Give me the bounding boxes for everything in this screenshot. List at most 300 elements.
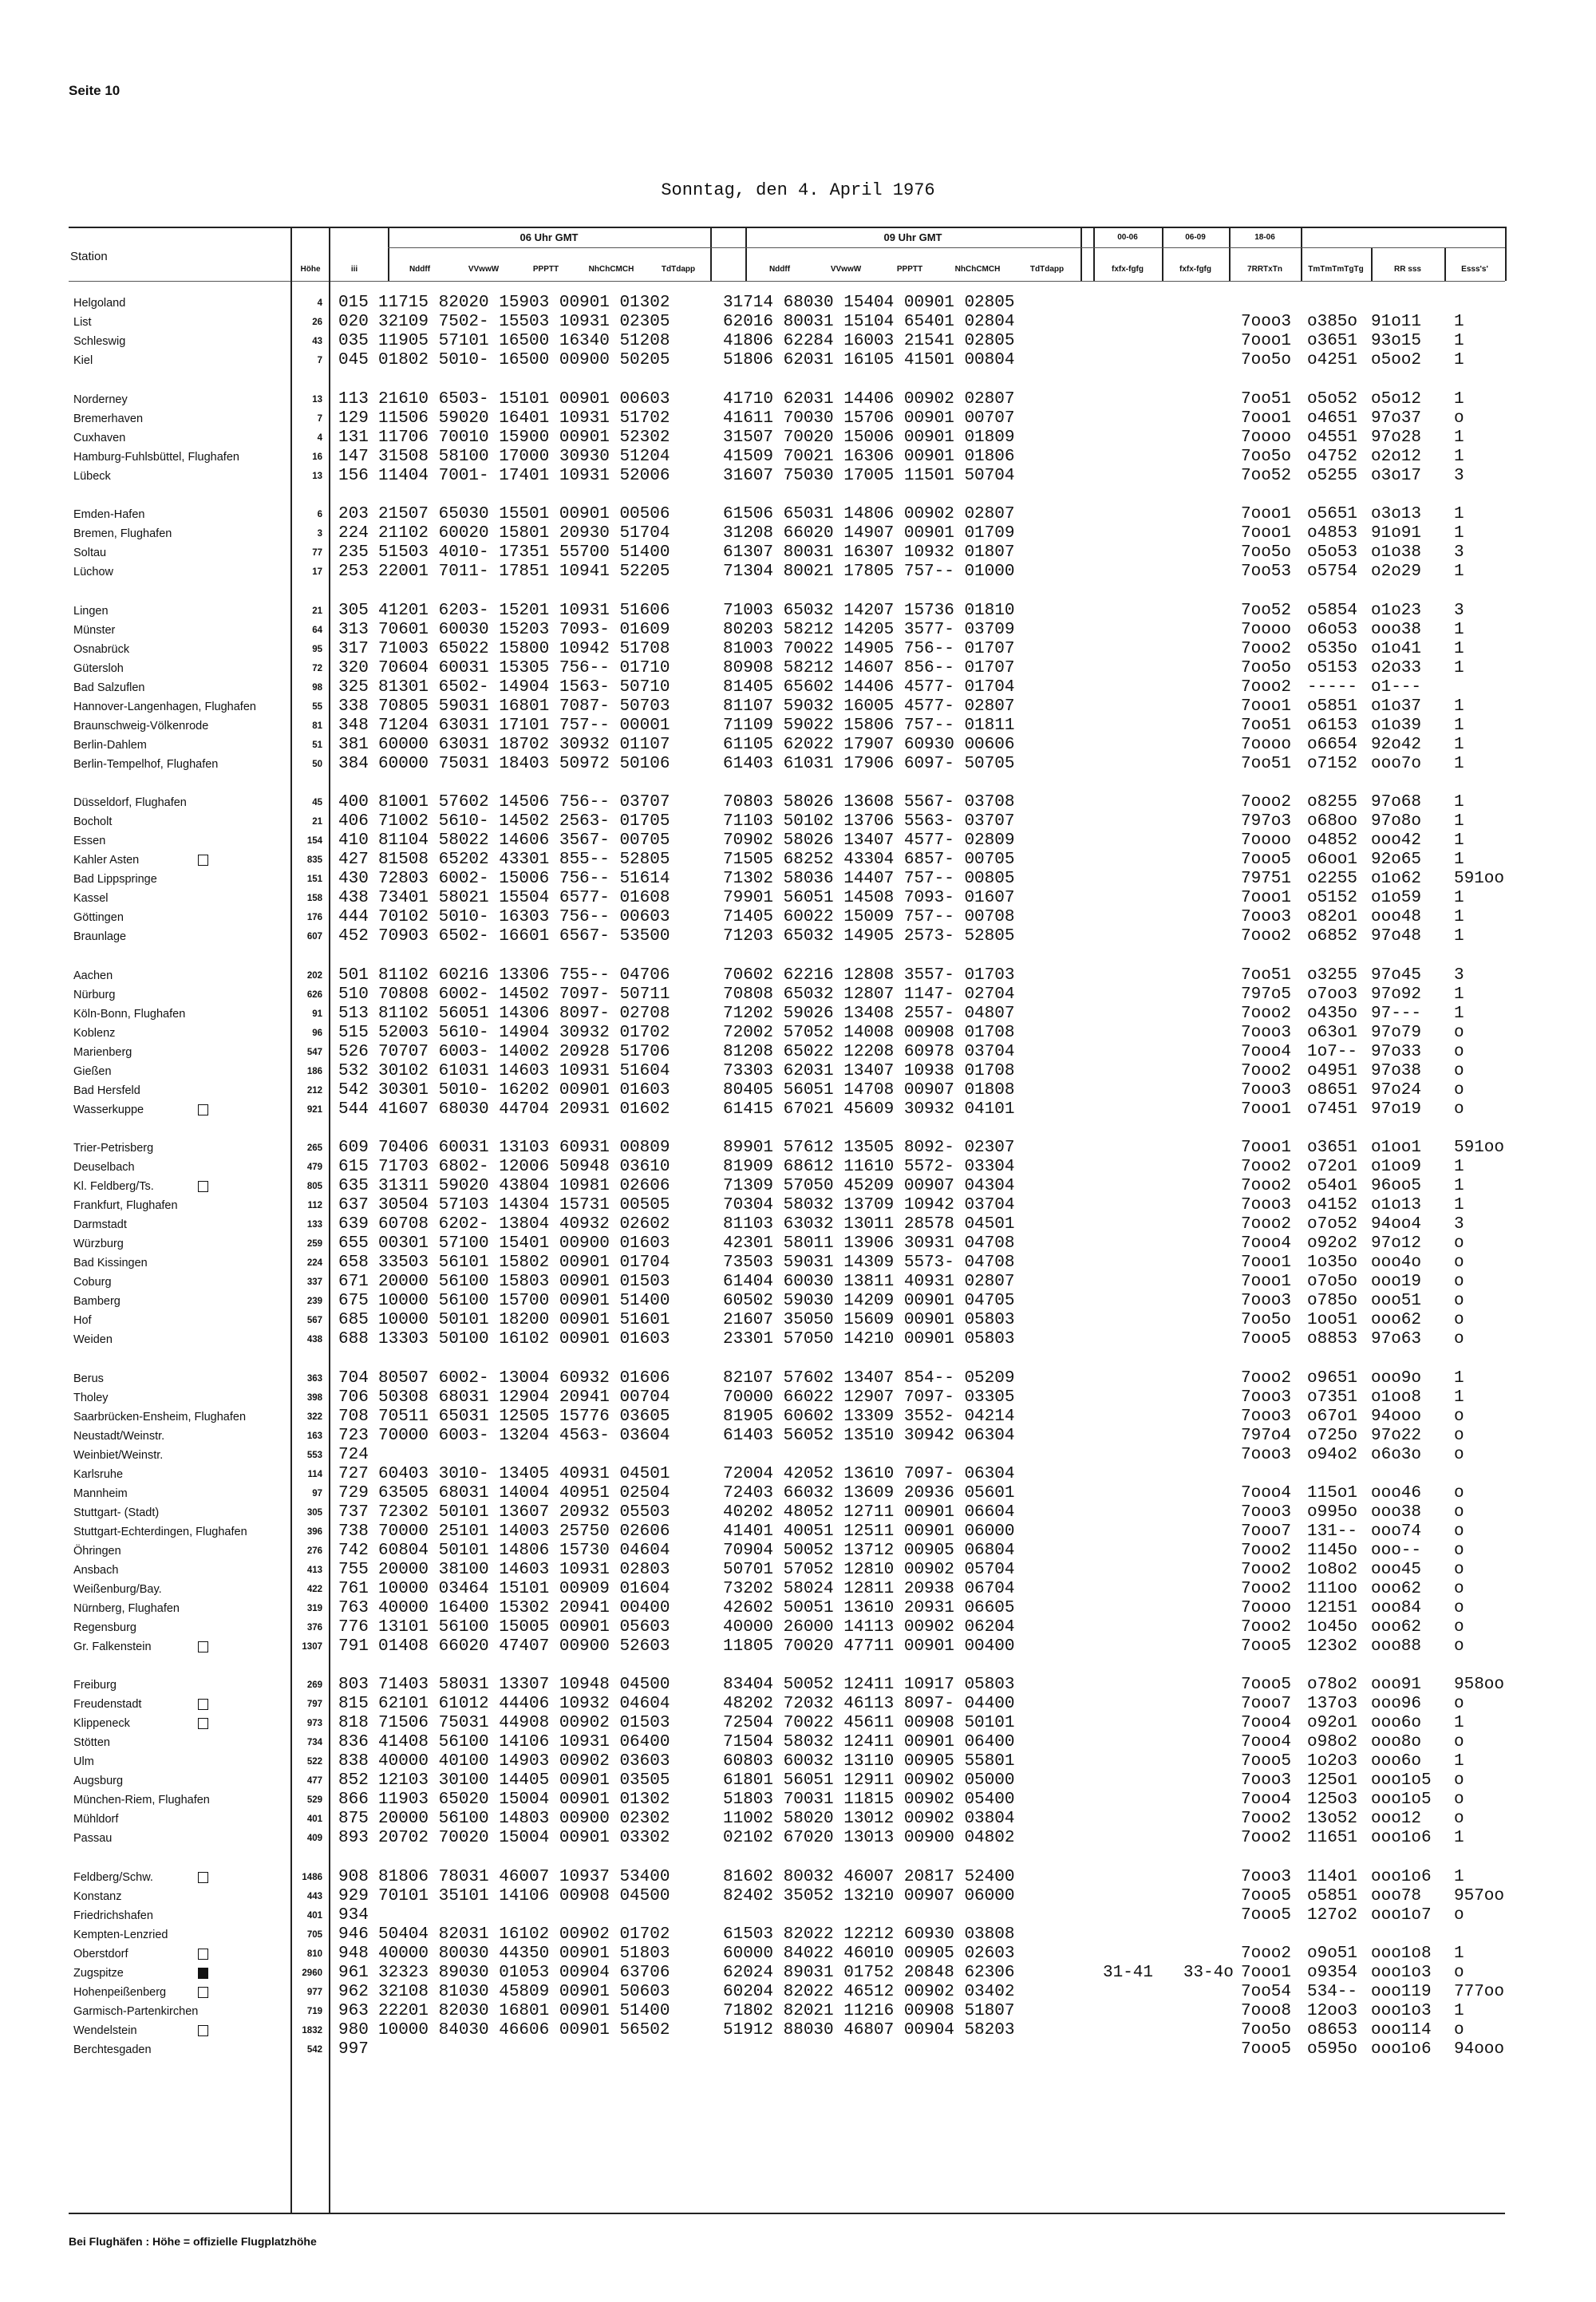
station-iii: 224 <box>338 524 369 543</box>
station-hohe: 477 <box>306 1776 322 1786</box>
obs-09-uhr: 61404 60030 13811 40931 02807 <box>723 1273 1015 1291</box>
obs-18-06-c: ooo88 <box>1371 1637 1422 1656</box>
obs-09-uhr: 81003 70022 14905 756-- 01707 <box>723 639 1015 658</box>
table-row <box>0 294 1596 313</box>
obs-09-uhr: 70304 58032 13709 10942 03704 <box>723 1196 1015 1214</box>
obs-18-06-c: ooo1o6 <box>1371 2039 1432 2059</box>
obs-06-uhr: 71204 63031 17101 757-- 00001 <box>378 716 670 735</box>
station-iii: 015 <box>338 294 369 312</box>
station-hohe: 422 <box>306 1584 322 1594</box>
obs-18-06-a: 7ooo2 <box>1241 1215 1292 1234</box>
obs-18-06-b: o9354 <box>1307 1963 1358 1982</box>
table-bottom-rule <box>69 2213 1505 2214</box>
station-hohe: 21 <box>312 606 322 616</box>
obs-18-06-a: 7ooo8 <box>1241 2001 1292 2020</box>
obs-18-06-d: 1 <box>1454 1944 1464 1963</box>
obs-18-06-d: o <box>1454 1407 1464 1426</box>
obs-18-06-a: 7ooo2 <box>1241 1810 1292 1828</box>
station-hohe: 114 <box>307 1469 322 1479</box>
station-iii: 452 <box>338 927 369 946</box>
obs-09-uhr: 73503 59031 14309 5573- 04708 <box>723 1254 1015 1272</box>
station-hohe: 224 <box>306 1258 322 1268</box>
obs-18-06-b: o3651 <box>1307 1139 1358 1157</box>
station-hohe: 607 <box>306 932 322 942</box>
obs-06-uhr: 72803 6002- 15006 756-- 51614 <box>378 870 670 888</box>
col-divider-right <box>1505 227 1507 281</box>
station-group <box>0 793 1596 946</box>
obs-06-uhr: 73401 58021 15504 6577- 01608 <box>378 889 670 907</box>
station-iii: 045 <box>338 351 369 369</box>
header-iii: iii <box>350 265 358 274</box>
obs-09-uhr: 71003 65032 14207 15736 01810 <box>723 601 1015 620</box>
table-row <box>0 1791 1596 1810</box>
obs-18-06-a: 7ooo5 <box>1241 1637 1292 1656</box>
table-row <box>0 2021 1596 2040</box>
station-iii: 980 <box>338 2020 369 2039</box>
obs-18-06-c: 97o28 <box>1371 428 1422 447</box>
obs-18-06-c: 97o48 <box>1371 927 1422 946</box>
obs-18-06-c: o2o29 <box>1371 563 1422 581</box>
obs-18-06-a: 7ooo3 <box>1241 1771 1292 1790</box>
obs-18-06-d: 1 <box>1454 1196 1464 1214</box>
station-hohe: 21 <box>312 817 322 827</box>
table-row <box>0 428 1596 448</box>
station-iii: 381 <box>338 735 369 754</box>
table-row <box>0 1196 1596 1215</box>
table-row <box>0 1906 1596 1925</box>
obs-18-06-d: 1 <box>1454 697 1464 716</box>
table-row <box>0 1714 1596 1733</box>
square-icon <box>198 1987 208 1998</box>
obs-06-uhr: 70511 65031 12505 15776 03605 <box>378 1407 670 1426</box>
obs-18-06-d: 1 <box>1454 563 1464 581</box>
station-hohe: 2960 <box>302 1968 322 1978</box>
obs-06-uhr: 20702 70020 15004 00901 03302 <box>378 1829 670 1847</box>
header-09-tdtd: TdTdapp <box>1029 265 1065 274</box>
obs-18-06-c: 94oo4 <box>1371 1215 1422 1234</box>
obs-18-06-c: ooo1o3 <box>1371 2001 1432 2020</box>
obs-18-06-b: o92o2 <box>1307 1234 1358 1253</box>
station-name: Weißenburg/Bay. <box>73 1582 162 1596</box>
station-hohe: 202 <box>306 970 322 981</box>
obs-18-06-c: 97o38 <box>1371 1061 1422 1080</box>
obs-18-06-c: 91o11 <box>1371 313 1422 331</box>
station-hohe: 547 <box>306 1047 322 1057</box>
station-name: Kempten-Lenzried <box>73 1928 168 1941</box>
obs-18-06-d: o <box>1454 1254 1464 1272</box>
table-row <box>0 812 1596 831</box>
station-hohe: 401 <box>306 1814 322 1824</box>
obs-09-uhr: 31507 70020 15006 00901 01809 <box>723 428 1015 447</box>
station-iii: 156 <box>338 466 369 485</box>
station-iii: 444 <box>338 908 369 926</box>
obs-18-06-b: ----- <box>1307 677 1358 697</box>
station-hohe: 396 <box>306 1526 322 1537</box>
obs-18-06-c: ooo-- <box>1371 1541 1422 1560</box>
obs-06-uhr: 22001 7011- 17851 10941 52205 <box>378 563 670 581</box>
station-group <box>0 1369 1596 1656</box>
obs-09-uhr: 80203 58212 14205 3577- 03709 <box>723 620 1015 639</box>
obs-09-uhr: 73303 62031 13407 10938 01708 <box>723 1061 1015 1080</box>
obs-18-06-d: o <box>1454 1311 1464 1329</box>
table-row <box>0 1388 1596 1408</box>
table-row <box>0 1637 1596 1656</box>
table-row <box>0 1695 1596 1714</box>
obs-09-uhr: 79901 56051 14508 7093- 01607 <box>723 889 1015 907</box>
obs-06-uhr: 31311 59020 43804 10981 02606 <box>378 1177 670 1195</box>
obs-06-uhr: 12103 30100 14405 00901 03505 <box>378 1771 670 1790</box>
obs-18-06-d: 1 <box>1454 735 1464 754</box>
station-iii: 544 <box>338 1100 369 1119</box>
station-name: Bad Lippspringe <box>73 873 157 886</box>
obs-06-uhr: 41607 68030 44704 20931 01602 <box>378 1100 670 1119</box>
station-hohe: 409 <box>306 1834 322 1843</box>
obs-18-06-b: o3255 <box>1307 965 1358 985</box>
station-iii: 838 <box>338 1752 369 1771</box>
station-iii: 803 <box>338 1676 369 1694</box>
station-hohe: 305 <box>306 1507 322 1518</box>
obs-09-uhr: 70803 58026 13608 5567- 03708 <box>723 793 1015 811</box>
obs-18-06-a: 7ooo3 <box>1241 1867 1292 1886</box>
obs-18-06-c: ooo8o <box>1371 1733 1422 1751</box>
obs-18-06-c: o1oo8 <box>1371 1388 1422 1407</box>
header-rr-sss: RR sss <box>1394 265 1421 274</box>
station-iii: 427 <box>338 851 369 869</box>
obs-18-06-a: 7oo53 <box>1241 563 1292 581</box>
station-name: Bad Kissingen <box>73 1257 148 1269</box>
obs-18-06-c: ooo46 <box>1371 1483 1422 1502</box>
obs-18-06-b: o5851 <box>1307 1886 1358 1905</box>
station-group <box>0 390 1596 486</box>
station-hohe: 51 <box>312 740 322 750</box>
obs-18-06-c: o1o38 <box>1371 543 1422 562</box>
obs-09-uhr: 50701 57052 12810 00902 05704 <box>723 1560 1015 1579</box>
obs-09-uhr: 71302 58036 14407 757-- 00805 <box>723 870 1015 888</box>
station-iii: 501 <box>338 965 369 985</box>
obs-18-06-b: o63o1 <box>1307 1023 1358 1042</box>
station-hohe: 16 <box>312 452 322 462</box>
obs-06-uhr: 70805 59031 16801 7087- 50703 <box>378 697 670 716</box>
obs-18-06-d: 1 <box>1454 812 1464 831</box>
obs-18-06-b: o6oo1 <box>1307 851 1358 869</box>
obs-18-06-c: o1o13 <box>1371 1196 1422 1214</box>
obs-09-uhr: 60803 60032 13110 00905 55801 <box>723 1752 1015 1771</box>
station-name: Schleswig <box>73 335 126 348</box>
obs-06-uhr: 11706 70010 15900 00901 52302 <box>378 428 670 447</box>
station-name: Kl. Feldberg/Ts. <box>73 1180 154 1193</box>
table-row <box>0 1484 1596 1503</box>
station-hohe: 567 <box>306 1316 322 1325</box>
station-hohe: 443 <box>306 1891 322 1901</box>
obs-18-06-d: o <box>1454 1810 1464 1828</box>
obs-18-06-a: 7ooo1 <box>1241 889 1292 907</box>
obs-06-uhr: 60708 6202- 13804 40932 02602 <box>378 1215 670 1234</box>
page-number: Seite 10 <box>69 83 120 98</box>
header-mid-rule <box>388 247 1505 248</box>
obs-18-06-a: 79751 <box>1241 870 1292 888</box>
obs-09-uhr: 60000 84022 46010 00905 02603 <box>723 1944 1015 1963</box>
table-row <box>0 1503 1596 1522</box>
obs-09-uhr: 21607 35050 15609 00901 05803 <box>723 1311 1015 1329</box>
station-iii: 035 <box>338 332 369 350</box>
obs-18-06-a: 7ooo4 <box>1241 1483 1292 1502</box>
table-row <box>0 1868 1596 1887</box>
table-row <box>0 1292 1596 1311</box>
obs-18-06-a: 7ooo2 <box>1241 793 1292 811</box>
obs-06-uhr: 22201 82030 16801 00901 51400 <box>378 2001 670 2020</box>
station-hohe: 239 <box>306 1297 322 1306</box>
obs-09-uhr: 71405 60022 15009 757-- 00708 <box>723 908 1015 926</box>
obs-18-06-b: 1o2o3 <box>1307 1752 1358 1771</box>
station-name: Hamburg-Fuhlsbüttel, Flughafen <box>73 450 239 464</box>
obs-18-06-d: 1 <box>1454 313 1464 331</box>
station-name: Köln-Bonn, Flughafen <box>73 1007 186 1021</box>
table-row <box>0 1580 1596 1599</box>
station-hohe: 50 <box>312 759 322 769</box>
square-icon <box>198 1699 208 1710</box>
obs-09-uhr: 51806 62031 16105 41501 00804 <box>723 351 1015 369</box>
header-06-ppptt: PPPTT <box>532 265 559 274</box>
obs-18-06-c: ooo1o8 <box>1371 1944 1432 1963</box>
table-row <box>0 985 1596 1005</box>
station-hohe: 212 <box>306 1085 322 1096</box>
station-group <box>0 1676 1596 1848</box>
station-name: Passau <box>73 1832 113 1845</box>
obs-09-uhr: 62024 89031 01752 20848 62306 <box>723 1963 1015 1982</box>
obs-06-uhr: 81104 58022 14606 3567- 00705 <box>378 831 670 850</box>
station-iii: 893 <box>338 1829 369 1847</box>
obs-06-uhr: 13303 50100 16102 00901 01603 <box>378 1330 670 1348</box>
obs-06-uhr: 51503 4010- 17351 55700 51400 <box>378 543 670 562</box>
table-row <box>0 1234 1596 1254</box>
obs-18-06-d: 1 <box>1454 1368 1464 1388</box>
station-name: Zugspitze <box>73 1966 124 1980</box>
table-row <box>0 1465 1596 1484</box>
station-hohe: 55 <box>312 701 322 712</box>
station-name: Düsseldorf, Flughafen <box>73 796 187 809</box>
station-name: List <box>73 316 92 329</box>
station-name: Saarbrücken-Ensheim, Flughafen <box>73 1410 247 1423</box>
station-iii: 147 <box>338 447 369 466</box>
table-row <box>0 332 1596 351</box>
station-iii: 320 <box>338 658 369 677</box>
table-row <box>0 793 1596 812</box>
station-iii: 948 <box>338 1944 369 1963</box>
obs-18-06-b: 137o3 <box>1307 1695 1358 1713</box>
obs-06-uhr: 40000 80030 44350 00901 51803 <box>378 1944 670 1963</box>
station-iii: 946 <box>338 1925 369 1944</box>
station-iii: 875 <box>338 1810 369 1828</box>
station-hohe: 13 <box>312 471 322 481</box>
obs-18-06-b: 12oo3 <box>1307 2001 1358 2020</box>
obs-18-06-d: o <box>1454 1061 1464 1080</box>
obs-09-uhr: 40202 48052 12711 00901 06604 <box>723 1502 1015 1522</box>
obs-09-uhr: 41710 62031 14406 00902 02807 <box>723 389 1015 409</box>
obs-18-06-a: 7oooo <box>1241 1598 1292 1617</box>
header-station: Station <box>70 250 108 263</box>
obs-18-06-d: 1 <box>1454 1158 1464 1176</box>
station-iii: 203 <box>338 505 369 523</box>
station-iii: 685 <box>338 1311 369 1329</box>
obs-18-06-a: 7ooo4 <box>1241 1234 1292 1253</box>
station-name: Regensburg <box>73 1621 136 1634</box>
station-iii: 755 <box>338 1560 369 1579</box>
station-name: Koblenz <box>73 1026 116 1040</box>
table-row <box>0 831 1596 851</box>
obs-18-06-a: 7oo51 <box>1241 389 1292 409</box>
station-iii: 866 <box>338 1791 369 1809</box>
obs-18-06-a: 7ooo3 <box>1241 1023 1292 1042</box>
station-hohe: 438 <box>306 1335 322 1344</box>
obs-18-06-c: ooo19 <box>1371 1273 1422 1291</box>
obs-09-uhr: 62016 80031 15104 65401 02804 <box>723 313 1015 331</box>
obs-18-06-b: 131-- <box>1307 1522 1358 1541</box>
obs-09-uhr: 81909 68612 11610 5572- 03304 <box>723 1158 1015 1176</box>
obs-18-06-b: o435o <box>1307 1004 1358 1023</box>
obs-18-06-c: o1o39 <box>1371 716 1422 735</box>
obs-18-06-b: o4752 <box>1307 447 1358 466</box>
obs-18-06-a: 7ooo1 <box>1241 1139 1292 1157</box>
obs-18-06-b: 114o1 <box>1307 1867 1358 1886</box>
obs-18-06-b: o4551 <box>1307 428 1358 447</box>
station-name: Aachen <box>73 969 113 982</box>
header-18-06: 18-06 <box>1254 233 1275 242</box>
table-row <box>0 1829 1596 1848</box>
station-name: Wasserkuppe <box>73 1103 144 1116</box>
obs-06-uhr: 81806 78031 46007 10937 53400 <box>378 1867 670 1886</box>
square-icon <box>198 1641 208 1652</box>
header-06-tdtd: TdTdapp <box>661 265 696 274</box>
obs-18-06-c: o1--- <box>1371 677 1422 697</box>
table-row <box>0 1024 1596 1043</box>
obs-18-06-b: 1145o <box>1307 1541 1358 1560</box>
obs-09-uhr: 71203 65032 14905 2573- 52805 <box>723 927 1015 946</box>
station-name: München-Riem, Flughafen <box>73 1794 210 1806</box>
obs-18-06-c: ooo96 <box>1371 1695 1422 1713</box>
obs-18-06-b: o4251 <box>1307 351 1358 369</box>
station-hohe: 151 <box>306 875 322 884</box>
obs-06-uhr: 71506 75031 44908 00902 01503 <box>378 1714 670 1732</box>
obs-06-uhr: 81001 57602 14506 756-- 03707 <box>378 793 670 811</box>
station-hohe: 3 <box>317 529 322 539</box>
station-group <box>0 505 1596 582</box>
obs-18-06-b: o995o <box>1307 1502 1358 1522</box>
obs-18-06-c: ooo38 <box>1371 1502 1422 1522</box>
obs-18-06-b: o5o52 <box>1307 389 1358 409</box>
table-row <box>0 851 1596 870</box>
obs-18-06-b: o6o53 <box>1307 620 1358 639</box>
obs-06-uhr: 31508 58100 17000 30930 51204 <box>378 447 670 466</box>
obs-18-06-c: 97o12 <box>1371 1234 1422 1253</box>
station-name: Garmisch-Partenkirchen <box>73 2004 199 2018</box>
obs-09-uhr: 61403 56052 13510 30942 06304 <box>723 1426 1015 1445</box>
station-name: Bad Salzuflen <box>73 681 145 694</box>
station-name: Bremen, Flughafen <box>73 527 172 540</box>
obs-18-06-b: o7451 <box>1307 1100 1358 1119</box>
station-iii: 513 <box>338 1004 369 1023</box>
table-row <box>0 1522 1596 1542</box>
obs-18-06-a: 7oooo <box>1241 735 1292 754</box>
obs-06-uhr: 81102 60216 13306 755-- 04706 <box>378 965 670 985</box>
table-row <box>0 1158 1596 1177</box>
obs-18-06-a: 797o3 <box>1241 812 1292 831</box>
table-row <box>0 1043 1596 1062</box>
station-hohe: 95 <box>312 644 322 654</box>
station-iii: 305 <box>338 601 369 620</box>
obs-18-06-b: o2255 <box>1307 870 1358 888</box>
obs-18-06-b: o5153 <box>1307 658 1358 677</box>
obs-18-06-b: o5754 <box>1307 563 1358 581</box>
obs-06-uhr: 40000 40100 14903 00902 03603 <box>378 1752 670 1771</box>
obs-18-06-d: 1 <box>1454 639 1464 658</box>
header-06-nddff: Nddff <box>409 265 431 274</box>
obs-18-06-b: o68oo <box>1307 812 1358 831</box>
header-09-nhch: NhChCMCH <box>954 265 1001 274</box>
station-iii: 113 <box>338 389 369 409</box>
obs-18-06-c: 97o8o <box>1371 812 1422 831</box>
obs-09-uhr: 60502 59030 14209 00901 04705 <box>723 1292 1015 1310</box>
obs-06-uhr: 00301 57100 15401 00900 01603 <box>378 1234 670 1253</box>
obs-18-06-c: o1o62 <box>1371 870 1422 888</box>
obs-ext: 31-41 33-4o <box>1103 1963 1234 1982</box>
station-hohe: 6 <box>317 510 322 519</box>
obs-09-uhr: 61307 80031 16307 10932 01807 <box>723 543 1015 562</box>
obs-18-06-a: 7oo5o <box>1241 2020 1292 2039</box>
obs-18-06-b: o5o53 <box>1307 543 1358 562</box>
obs-18-06-c: ooo114 <box>1371 2020 1432 2039</box>
obs-18-06-a: 797o4 <box>1241 1426 1292 1445</box>
obs-18-06-d: 1 <box>1454 1829 1464 1847</box>
station-name: Berlin-Dahlem <box>73 738 147 752</box>
obs-18-06-c: ooo62 <box>1371 1579 1422 1598</box>
obs-06-uhr: 20000 56100 14803 00900 02302 <box>378 1810 670 1828</box>
obs-18-06-a: 7ooo1 <box>1241 1254 1292 1272</box>
obs-18-06-b: 534-- <box>1307 1982 1358 2001</box>
obs-18-06-c: o1o59 <box>1371 889 1422 907</box>
obs-06-uhr: 11506 59020 16401 10931 51702 <box>378 409 670 428</box>
obs-18-06-a: 7ooo5 <box>1241 1676 1292 1694</box>
obs-18-06-d: o <box>1454 1598 1464 1617</box>
obs-18-06-d: o <box>1454 1791 1464 1809</box>
station-hohe: 96 <box>312 1028 322 1038</box>
obs-18-06-c: ooo1o5 <box>1371 1771 1432 1790</box>
obs-18-06-b: o6153 <box>1307 716 1358 735</box>
station-name: Nürnberg, Flughafen <box>73 1601 180 1615</box>
station-hohe: 72 <box>312 663 322 673</box>
obs-18-06-d: 1 <box>1454 793 1464 811</box>
table-row <box>0 966 1596 985</box>
table-row <box>0 1887 1596 1906</box>
obs-18-06-c: 97o68 <box>1371 793 1422 811</box>
obs-09-uhr: 61415 67021 45609 30932 04101 <box>723 1100 1015 1119</box>
station-hohe: 805 <box>306 1182 322 1191</box>
station-iii: 438 <box>338 889 369 907</box>
station-iii: 400 <box>338 793 369 811</box>
obs-18-06-c: o3o13 <box>1371 505 1422 523</box>
obs-18-06-d: o <box>1454 1273 1464 1291</box>
col-divider-06-right <box>710 227 712 281</box>
obs-18-06-c: o1o41 <box>1371 639 1422 658</box>
obs-09-uhr: 82107 57602 13407 854-- 05209 <box>723 1368 1015 1388</box>
obs-18-06-c: 97--- <box>1371 1004 1422 1023</box>
obs-06-uhr: 11903 65020 15004 00901 01302 <box>378 1791 670 1809</box>
station-name: Berlin-Tempelhof, Flughafen <box>73 757 219 771</box>
obs-18-06-b: o9o51 <box>1307 1944 1358 1963</box>
obs-06-uhr: 70604 60031 15305 756-- 01710 <box>378 658 670 677</box>
station-hohe: 376 <box>306 1622 322 1633</box>
station-iii: 635 <box>338 1177 369 1195</box>
station-group <box>0 1868 1596 2059</box>
